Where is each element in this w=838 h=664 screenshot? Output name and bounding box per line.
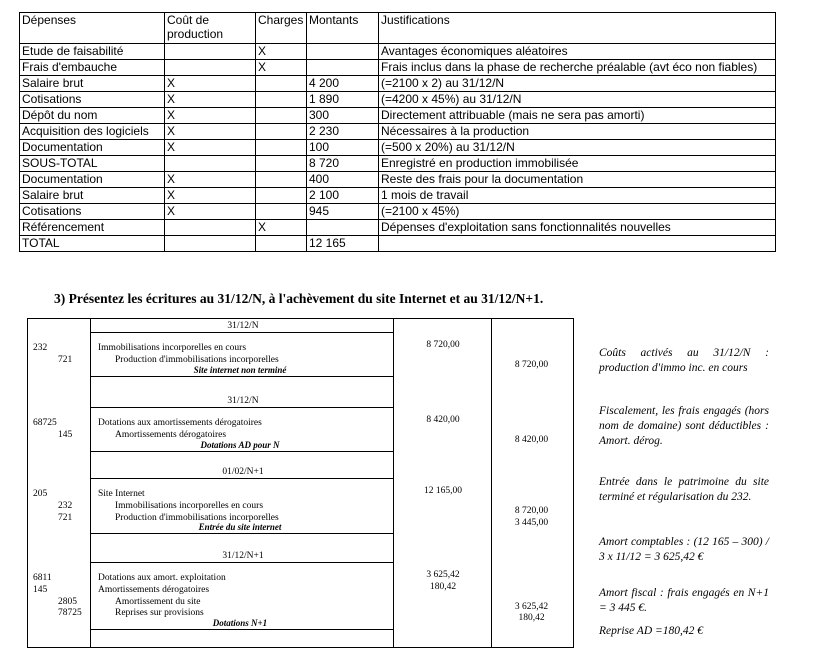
table-row — [20, 236, 776, 252]
entry-caption: Entrée du site internet — [198, 522, 282, 533]
cell-charges — [256, 156, 307, 172]
cell-justification: (=4200 x 45%) au 31/12/N — [379, 92, 776, 108]
cell-montant: 100 — [307, 140, 379, 156]
note-text: Fiscalement, les frais engagés (hors nom de domaine) sont déductibles : Amort. dérog. — [599, 405, 769, 447]
cell-justification: Frais inclus dans la phase de recherche préalable (avt éco non fiables) — [379, 60, 776, 76]
cell-charges: X — [256, 220, 307, 236]
cell-depense: TOTAL — [20, 236, 165, 252]
entry-caption: Dotations AD pour N — [200, 439, 280, 450]
account-number: 205 — [33, 489, 48, 499]
cell-justification — [379, 236, 776, 252]
cell-cout: X — [165, 204, 256, 220]
account-number: 232 — [58, 500, 73, 511]
cell-montant — [307, 60, 379, 76]
header-montants: Montants — [307, 13, 379, 44]
cell-depense: Documentation — [20, 172, 165, 188]
cell-charges: X — [256, 60, 307, 76]
cell-justification: (=2100 x 2) au 31/12/N — [379, 76, 776, 92]
journal-separator — [90, 629, 393, 630]
cell-justification: (=500 x 20%) au 31/12/N — [379, 140, 776, 156]
note-text: Reprise AD =180,42 € — [599, 625, 704, 637]
entry-line-label: Amortissement du site — [115, 596, 201, 607]
entry-line-label: Immobilisations incorporelles en cours — [98, 343, 247, 353]
account-number: 232 — [33, 343, 48, 353]
credit-amount: 180,42 — [518, 613, 545, 624]
journal-separator — [90, 376, 393, 377]
cell-justification: Avantages économiques aléatoires — [379, 44, 776, 60]
entry-date: 01/02/N+1 — [222, 467, 264, 477]
table-row — [20, 156, 776, 172]
cell-montant — [307, 220, 379, 236]
journal-separator — [90, 478, 393, 479]
cell-charges — [256, 76, 307, 92]
cell-charges — [256, 124, 307, 140]
cell-cout — [165, 156, 256, 172]
journal-divider — [393, 319, 394, 647]
cell-montant: 2 230 — [307, 124, 379, 140]
cell-justification: 1 mois de travail — [379, 188, 776, 204]
cell-justification: Enregistré en production immobilisée — [379, 156, 776, 172]
cell-depense: Acquisition des logiciels — [20, 124, 165, 140]
entry-line-label: Production d'immobilisations incorporelles — [115, 354, 279, 365]
header-justifications: Justifications — [379, 13, 776, 44]
entry-caption: Dotations N+1 — [212, 618, 268, 629]
debit-amount: 180,42 — [429, 581, 457, 592]
entry-line-label: Dotations aux amortissements dérogatoires — [98, 418, 262, 428]
cell-charges — [256, 188, 307, 204]
cell-montant — [307, 44, 379, 60]
cell-montant: 8 720 — [307, 156, 379, 172]
table-row — [20, 204, 776, 220]
cell-cout: X — [165, 108, 256, 124]
cell-justification: Reste des frais pour la documentation — [379, 172, 776, 188]
cell-cout: X — [165, 92, 256, 108]
cell-cout: X — [165, 140, 256, 156]
cell-cout: X — [165, 172, 256, 188]
note-text: Amort comptables : (12 165 – 300) / 3 x 11/12 = 3 625,42 € — [599, 536, 769, 563]
cell-cout: X — [165, 76, 256, 92]
journal-separator — [90, 533, 393, 534]
table-row — [20, 108, 776, 124]
cell-depense: Salaire brut — [20, 76, 165, 92]
table-row — [20, 188, 776, 204]
cell-depense: Documentation — [20, 140, 165, 156]
cell-depense: Référencement — [20, 220, 165, 236]
debit-amount: 8 420,00 — [426, 415, 460, 425]
cell-depense: Frais d'embauche — [20, 60, 165, 76]
entry-line-label: Reprises sur provisions — [115, 608, 204, 619]
cell-cout — [165, 60, 256, 76]
cell-depense: SOUS-TOTAL — [20, 156, 165, 172]
header-depenses: Dépenses — [20, 13, 165, 44]
entry-line-label: Immobilisations incorporelles en cours — [115, 500, 264, 511]
cell-charges — [256, 236, 307, 252]
entry-date: 31/12/N — [227, 396, 259, 406]
expenses-table — [19, 12, 776, 252]
table-row — [20, 76, 776, 92]
table-header-row — [20, 13, 776, 44]
account-number: 721 — [58, 354, 73, 365]
credit-amount: 8 420,00 — [514, 434, 549, 445]
credit-amount: 3 625,42 — [514, 601, 549, 612]
table-row — [20, 60, 776, 76]
cell-charges — [256, 92, 307, 108]
cell-montant: 12 165 — [307, 236, 379, 252]
cell-depense: Cotisations — [20, 92, 165, 108]
note-text: Coûts activés au 31/12/N : production d'immo inc. en cours — [599, 347, 769, 374]
cell-justification: Nécessaires à la production — [379, 124, 776, 140]
cell-charges — [256, 172, 307, 188]
entry-line-label: Production d'immobilisations incorporelles — [115, 512, 279, 523]
debit-amount: 3 625,42 — [426, 570, 460, 580]
account-number: 6811 — [33, 573, 52, 583]
journal-entries — [27, 318, 574, 648]
debit-amount: 12 165,00 — [424, 486, 462, 496]
table-row — [20, 220, 776, 236]
cell-depense: Salaire brut — [20, 188, 165, 204]
debit-amount: 8 720,00 — [426, 340, 460, 350]
cell-charges — [256, 140, 307, 156]
note-text: Amort fiscal : frais engagés en N+1 = 3 445 €. — [599, 587, 769, 614]
header-charges: Charges — [256, 13, 307, 44]
cell-montant: 2 100 — [307, 188, 379, 204]
credit-amount: 8 720,00 — [514, 359, 549, 370]
entry-caption: Site internet non terminé — [193, 364, 287, 375]
cell-cout: X — [165, 124, 256, 140]
journal-separator — [90, 332, 393, 333]
cell-charges — [256, 204, 307, 220]
account-number: 2805 — [58, 596, 77, 607]
cell-depense: Etude de faisabilité — [20, 44, 165, 60]
table-row — [20, 124, 776, 140]
cell-depense: Cotisations — [20, 204, 165, 220]
account-number: 721 — [58, 512, 73, 523]
table-row — [20, 44, 776, 60]
account-number: 145 — [58, 429, 73, 440]
cell-montant: 945 — [307, 204, 379, 220]
cell-montant: 4 200 — [307, 76, 379, 92]
entry-date: 31/12/N — [227, 321, 259, 331]
entry-line-label: Dotations aux amort. exploitation — [98, 573, 226, 583]
cell-cout: X — [165, 188, 256, 204]
cell-cout — [165, 44, 256, 60]
cell-montant: 400 — [307, 172, 379, 188]
journal-separator — [90, 451, 393, 452]
credit-amount: 3 445,00 — [514, 517, 549, 528]
cell-justification: Dépenses d'exploitation sans fonctionnalités nouvelles — [379, 220, 776, 236]
journal-separator — [90, 407, 393, 408]
credit-amount: 8 720,00 — [514, 505, 549, 516]
question-heading: 3) Présentez les écritures au 31/12/N, à l'achèvement du site Internet et au 31/12/N+1. — [54, 291, 544, 306]
cell-montant: 1 890 — [307, 92, 379, 108]
cell-charges: X — [256, 44, 307, 60]
cell-depense: Dépôt du nom — [20, 108, 165, 124]
cell-justification: (=2100 x 45%) — [379, 204, 776, 220]
account-number: 145 — [33, 584, 48, 595]
cell-charges — [256, 108, 307, 124]
cell-montant: 300 — [307, 108, 379, 124]
entry-line-label: Site Internet — [98, 489, 145, 499]
table-row — [20, 92, 776, 108]
header-cout: Coût de production — [165, 13, 256, 44]
entry-line-label: Amortissements dérogatoires — [115, 429, 227, 440]
entry-line-label: Amortissements dérogatoires — [98, 584, 210, 595]
cell-cout — [165, 220, 256, 236]
entry-date: 31/12/N+1 — [222, 551, 264, 561]
table-row — [20, 140, 776, 156]
table-row — [20, 172, 776, 188]
journal-separator — [90, 562, 393, 563]
cell-justification: Directement attribuable (mais ne sera pas amorti) — [379, 108, 776, 124]
account-number: 78725 — [58, 608, 82, 619]
note-text: Entrée dans le patrimoine du site terminé et régularisation du 232. — [599, 476, 769, 503]
account-number: 68725 — [33, 418, 57, 428]
cell-cout — [165, 236, 256, 252]
